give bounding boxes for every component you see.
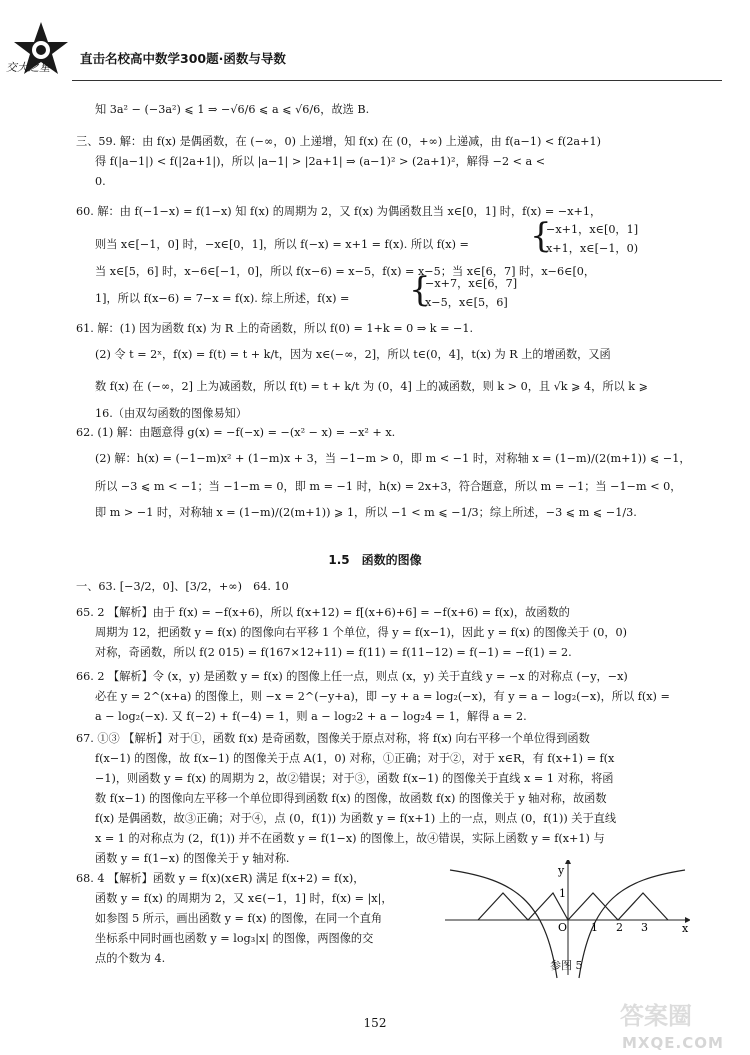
text-line: 67. ①③ 【解析】对于①，函数 f(x) 是奇函数，图像关于原点对称，将 f(x) 向右平移一个单位得到函数: [76, 732, 590, 745]
piecewise-case: −x+1，x∈[0，1]: [546, 223, 639, 236]
text-line: x = 1 的对称点为 (2，f(1)) 并不在函数 y = f(1−x) 的图像上，故④错误，实际上函数 y = f(x+1) 与: [95, 832, 605, 845]
section-title: 1.5 函数的图像: [328, 553, 422, 567]
text-line: f(x−1) 的图像，故 f(x−1) 的图像关于点 A(1，0) 对称，①正确；对于②，对于 x∈R，有 f(x+1) = f(x: [95, 752, 615, 765]
text-line: 当 x∈[5，6] 时，x−6∈[−1，0]，所以 f(x−6) = x−5，f(x) = x−5；当 x∈[6，7] 时，x−6∈[0，: [95, 265, 596, 278]
y-tick-label: 1: [559, 887, 566, 900]
text-line: 65. 2 【解析】由于 f(x) = −f(x+6)，所以 f(x+12) = f[(x+6)+6] = −f(x+6) = f(x)，故函数的: [76, 606, 570, 619]
text-line: 得 f(|a−1|) < f(|2a+1|)，所以 |a−1| > |2a+1| ⇒ (a−1)² > (2a+1)²，解得 −2 < a <: [95, 155, 546, 168]
text-line: 60. 解：由 f(−1−x) = f(1−x) 知 f(x) 的周期为 2，又 f(x) 为偶函数且当 x∈[0，1] 时，f(x) = −x+1，: [76, 205, 602, 218]
piecewise-brace: {: [530, 216, 552, 256]
piecewise-brace: {: [409, 270, 431, 310]
y-axis-label: y: [558, 864, 565, 877]
text-line: (2) 令 t = 2ˣ，f(x) = f(t) = t + k/t，因为 x∈(−∞，2]，所以 t∈(0，4]，t(x) 为 R 上的增函数，又函: [95, 348, 611, 361]
x-tick-label: 2: [616, 921, 623, 934]
text-line: 函数 y = f(1−x) 的图像关于 y 轴对称.: [95, 852, 290, 865]
text-line: 即 m > −1 时，对称轴 x = (1−m)/(2(m+1)) ⩾ 1，所以 −1 < m ⩽ −1/3；综上所述，−3 ⩽ m ⩽ −1/3.: [95, 506, 637, 519]
text-line: 周期为 12，把函数 y = f(x) 的图像向右平移 1 个单位，得 y = f(x−1)，因此 y = f(x) 的图像关于 (0，0): [95, 626, 628, 639]
text-line: 三、59. 解：由 f(x) 是偶函数，在 (−∞，0) 上递增，知 f(x) 在 (0，+∞) 上递减，由 f(a−1) < f(2a+1): [76, 135, 601, 148]
periodic-function-curve: [478, 893, 668, 920]
text-line: 61. 解：(1) 因为函数 f(x) 为 R 上的奇函数，所以 f(0) = 1+k = 0 ⇒ k = −1.: [76, 322, 474, 335]
x-tick-label: 1: [591, 921, 598, 934]
piecewise-case: x+1，x∈[−1，0): [546, 242, 639, 255]
text-line: a − log₂(−x). 又 f(−2) + f(−4) = 1，则 a − log₂2 + a − log₂4 = 1，解得 a = 2.: [95, 710, 527, 723]
text-line: f(x) 是偶函数，故③正确；对于④，点 (0，f(1)) 为函数 y = f(x+1) 上的一点，则点 (0，f(1)) 关于直线: [95, 812, 617, 825]
log-curve-left: [450, 870, 557, 978]
text-line: 68. 4 【解析】函数 y = f(x)(x∈R) 满足 f(x+2) = f(x)，: [76, 872, 365, 885]
y-axis-arrow-icon: [565, 860, 571, 864]
text-line: 数 f(x) 在 (−∞，2] 上为减函数，所以 f(t) = t + k/t 为 (0，4] 上的减函数，则 k > 0，且 √k ⩾ 4，所以 k ⩾: [95, 380, 648, 393]
text-line: 16.（由双勾函数的图像易知）: [95, 407, 248, 420]
watermark-text: MXQE.COM: [622, 1034, 724, 1052]
svg-text:答案圈: 答案圈: [620, 1002, 692, 1030]
x-tick-label: 3: [641, 921, 648, 934]
text-line: −1)，则函数 y = f(x) 的周期为 2，故②错误；对于③，函数 f(x−1) 的图像关于直线 x = 1 对称，将函: [95, 772, 614, 785]
piecewise-case: x−5，x∈[5，6]: [425, 296, 508, 309]
text-line: 函数 y = f(x) 的周期为 2，又 x∈(−1，1] 时，f(x) = |x|，: [95, 892, 393, 905]
text-line: 必在 y = 2^(x+a) 的图像上，则 −x = 2^(−y+a)，即 −y + a = log₂(−x)，有 y = a − log₂(−x)，所以 f(x) =: [95, 690, 670, 703]
star-logo-icon: [10, 20, 72, 90]
page-number: 152: [363, 1016, 387, 1030]
text-line: (2) 解：h(x) = (−1−m)x² + (1−m)x + 3，当 −1−m > 0，即 m < −1 时，对称轴 x = (1−m)/(2(m+1)) ⩽ −1，: [95, 452, 691, 465]
text-line: 如参图 5 所示，画出函数 y = f(x) 的图像，在同一个直角: [95, 912, 383, 925]
header-rule: [72, 80, 722, 81]
origin-label: O: [558, 921, 568, 934]
text-line: 知 3a² − (−3a²) ⩽ 1 ⇒ −√6/6 ⩽ a ⩽ √6/6，故选 B.: [95, 103, 370, 116]
text-line: 数 f(x−1) 的图像向左平移一个单位即得到函数 f(x) 的图像，故函数 f(x) 的图像关于 y 轴对称，故函数: [95, 792, 607, 805]
text-line: 则当 x∈[−1，0] 时，−x∈[0，1]，所以 f(−x) = x+1 = f(x). 所以 f(x) =: [95, 238, 469, 251]
x-axis-label: x: [682, 922, 689, 935]
text-line: 所以 −3 ⩽ m < −1；当 −1−m = 0，即 m = −1 时，h(x) = 2x+3，符合题意，所以 m = −1；当 −1−m < 0，: [95, 480, 682, 493]
piecewise-case: −x+7，x∈[6，7]: [425, 277, 518, 290]
text-line: 1]，所以 f(x−6) = 7−x = f(x). 综上所述，f(x) =: [95, 292, 350, 305]
text-line: 0.: [95, 175, 106, 188]
figure-caption: 参图 5: [550, 959, 583, 972]
text-line: 对称，奇函数，所以 f(2 015) = f(167×12+11) = f(11) = f(11−12) = f(−1) = −f(1) = 2.: [95, 646, 572, 659]
text-line: 坐标系中同时画也函数 y = log₃|x| 的图像，两图像的交: [95, 932, 374, 945]
header-title: 直击名校高中数学300题·函数与导数: [80, 51, 286, 66]
logo-text: 交大之星: [6, 61, 50, 74]
page-header: [0, 0, 750, 90]
text-line: 点的个数为 4.: [95, 952, 166, 965]
text-line: 62. (1) 解：由题意得 g(x) = −f(−x) = −(x² − x) = −x² + x.: [76, 426, 396, 439]
text-line: 66. 2 【解析】令 (x，y) 是函数 y = f(x) 的图像上任一点，则点 (x，y) 关于直线 y = −x 的对称点 (−y，−x): [76, 670, 628, 683]
text-line: 一、63. [−3/2，0]、[3/2，+∞) 64. 10: [76, 580, 289, 593]
